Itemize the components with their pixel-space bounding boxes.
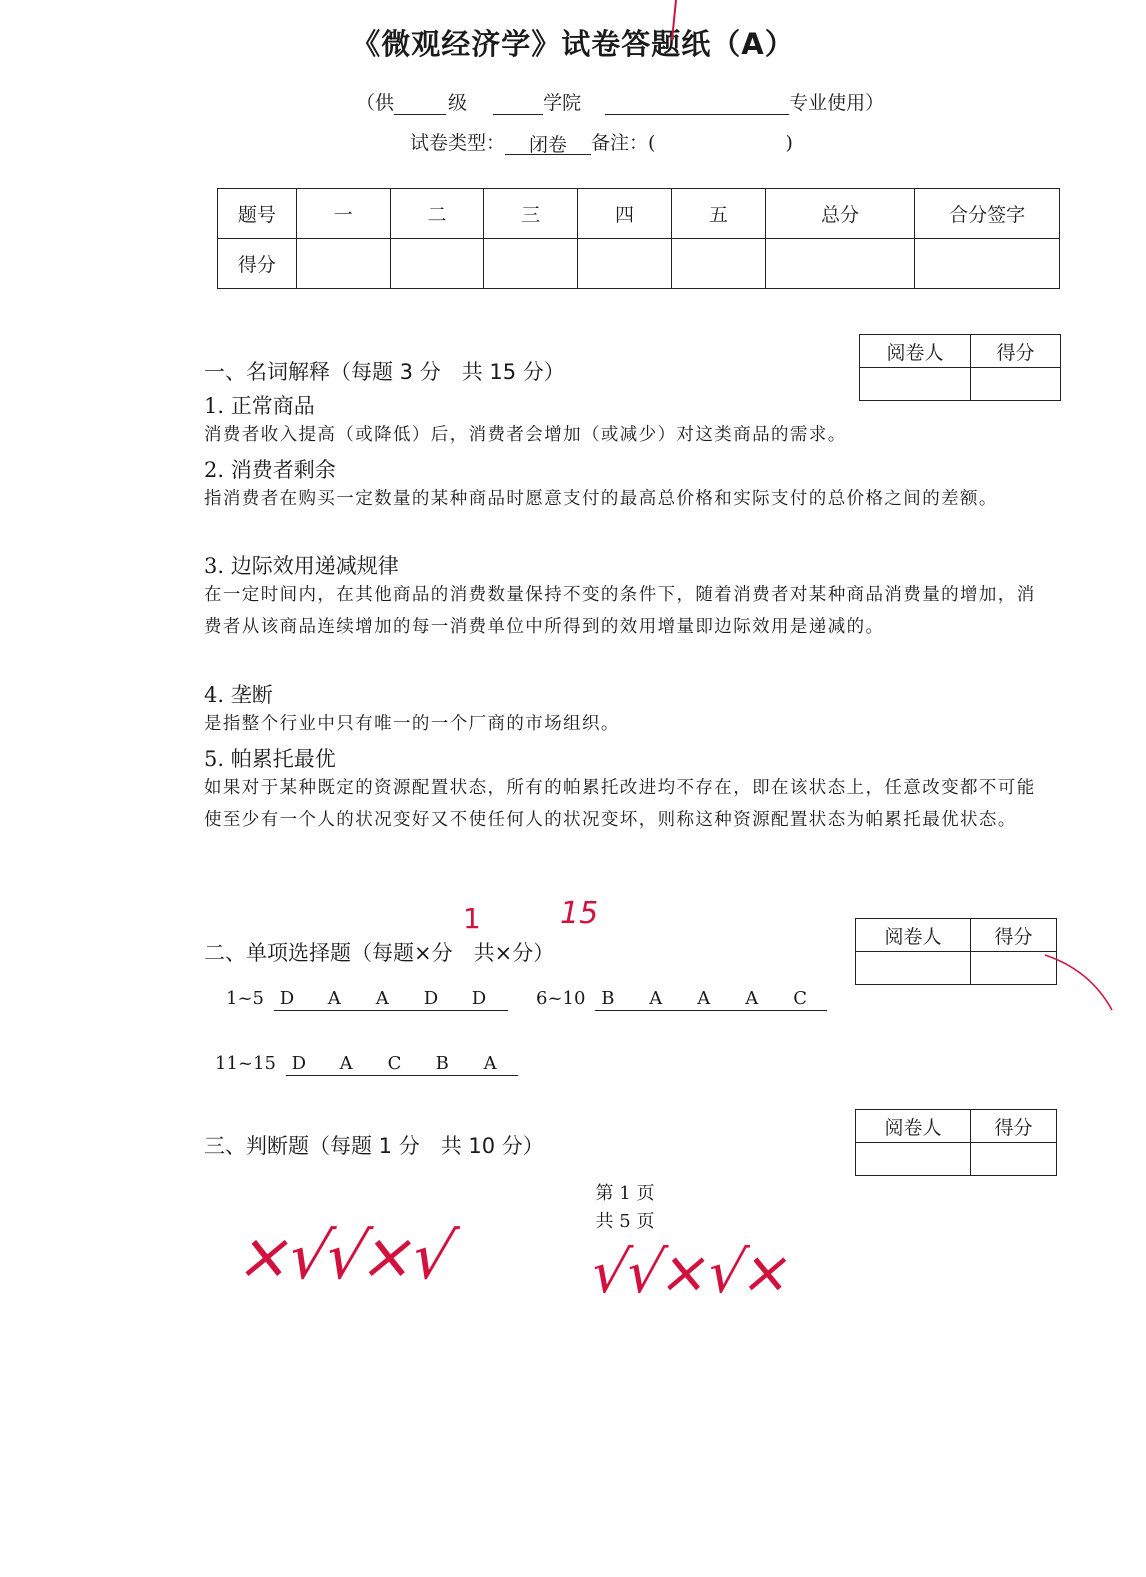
usage-open: （供 bbox=[356, 92, 395, 114]
grader-score-label: 得分 bbox=[971, 1110, 1057, 1143]
score-table-col: 合分签字 bbox=[915, 189, 1060, 239]
college-label: 学院 bbox=[543, 92, 582, 114]
score-table-col: 四 bbox=[578, 189, 672, 239]
paper-type-label: 试卷类型： bbox=[410, 132, 506, 154]
tf-answer: × bbox=[355, 1220, 421, 1294]
handwritten-mark: 1 bbox=[463, 902, 481, 935]
answer: B bbox=[435, 1053, 449, 1074]
answer-range: 1~5 bbox=[226, 988, 264, 1009]
answer: A bbox=[375, 988, 389, 1009]
score-table-col: 五 bbox=[671, 189, 765, 239]
answer: D bbox=[279, 988, 295, 1009]
term: 5. 帕累托最优 bbox=[204, 747, 336, 771]
section-title: 一、名词解释（每题 3 分 共 15 分） bbox=[204, 360, 565, 384]
answer: A bbox=[649, 988, 663, 1009]
score-table-col: 一 bbox=[296, 189, 390, 239]
term: 3. 边际效用递减规律 bbox=[204, 554, 399, 578]
score-table-header-label: 题号 bbox=[218, 189, 297, 239]
remark-label: 备注：( bbox=[591, 132, 656, 154]
answer: D bbox=[423, 988, 439, 1009]
grader-score-label: 得分 bbox=[971, 335, 1061, 368]
score-table-row-label: 得分 bbox=[218, 239, 297, 289]
term: 1. 正常商品 bbox=[204, 394, 315, 418]
tf-answer: × bbox=[655, 1238, 715, 1306]
tf-answer: √ bbox=[702, 1238, 750, 1306]
answer: D bbox=[291, 1053, 307, 1074]
pen-stroke bbox=[1045, 955, 1112, 1010]
answer: A bbox=[327, 988, 341, 1009]
grader-label: 阅卷人 bbox=[860, 335, 971, 368]
tf-answer: √ bbox=[404, 1220, 458, 1294]
grader-label: 阅卷人 bbox=[856, 919, 971, 952]
score-table-col: 二 bbox=[390, 189, 484, 239]
definition: 在一定时间内，在其他商品的消费数量保持不变的条件下，随着消费者对某种商品消费量的增加，消费者从该商品连续增加的每一消费单位中所得到的效用增量即边际效用是递减的。 bbox=[204, 585, 1036, 637]
remark-close: ) bbox=[785, 132, 793, 154]
answer: C bbox=[387, 1053, 402, 1074]
handwritten-mark: 15 bbox=[560, 896, 599, 931]
definition: 是指整个行业中只有唯一的一个厂商的市场组织。 bbox=[204, 714, 620, 734]
tf-answer: × bbox=[232, 1220, 298, 1294]
section-title: 三、判断题（每题 1 分 共 10 分） bbox=[204, 1134, 544, 1158]
answer: C bbox=[793, 988, 807, 1009]
tf-answer: √ bbox=[318, 1220, 372, 1294]
term: 2. 消费者剩余 bbox=[204, 458, 336, 482]
tf-answer: √ bbox=[281, 1220, 335, 1294]
tf-answer: √ bbox=[620, 1238, 668, 1306]
tf-answer: √ bbox=[586, 1238, 633, 1306]
answer: A bbox=[483, 1053, 497, 1074]
term: 4. 垄断 bbox=[204, 683, 273, 707]
answer: B bbox=[601, 988, 615, 1009]
answer: A bbox=[339, 1053, 353, 1074]
definition: 指消费者在购买一定数量的某种商品时愿意支付的最高总价格和实际支付的总价格之间的差额。 bbox=[204, 489, 998, 509]
grader-score-label: 得分 bbox=[971, 919, 1057, 952]
page-total: 共 5 页 bbox=[595, 1211, 655, 1232]
definition: 如果对于某种既定的资源配置状态，所有的帕累托改进均不存在，即在该状态上，任意改变都不可能使至少有一个人的状况变好又不使任何人的状况变坏，则称这种资源配置状态为帕累托最优状态。 bbox=[204, 778, 1036, 830]
answer: D bbox=[471, 988, 487, 1009]
pen-stroke bbox=[672, 0, 676, 40]
score-table-col: 三 bbox=[484, 189, 578, 239]
tf-answer: × bbox=[737, 1238, 797, 1306]
page-title: 《微观经济学》试卷答题纸（A） bbox=[351, 27, 795, 61]
paper-type-text: 闭卷 bbox=[529, 134, 568, 156]
answer-range: 11~15 bbox=[215, 1053, 276, 1074]
major-label: 专业使用） bbox=[789, 92, 885, 114]
answer: A bbox=[745, 988, 759, 1009]
answer-range: 6~10 bbox=[536, 988, 586, 1009]
grader-label: 阅卷人 bbox=[856, 1110, 971, 1143]
grade-label: 级 bbox=[448, 92, 468, 114]
section-title: 二、单项选择题（每题×分 共×分） bbox=[204, 941, 555, 965]
answer: A bbox=[697, 988, 711, 1009]
page-number: 第 1 页 bbox=[595, 1183, 655, 1204]
definition: 消费者收入提高（或降低）后，消费者会增加（或减少）对这类商品的需求。 bbox=[204, 425, 847, 445]
score-table-col: 总分 bbox=[765, 189, 915, 239]
